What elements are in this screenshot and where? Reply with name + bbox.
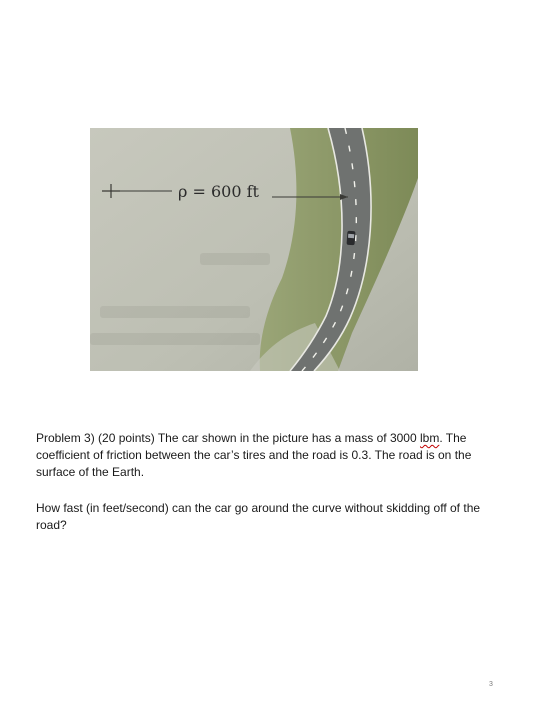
page-number: 3: [489, 681, 493, 688]
problem-statement-end: . The coefficient of friction between the car’s tires and the road is 0.3. The road is on the surface of the Earth.: [36, 431, 472, 479]
problem-statement-start: Problem 3) (20 points) The car shown in the picture has a mass of 3000: [36, 431, 420, 445]
radius-label: ρ = 600 ft: [178, 182, 259, 201]
problem-paragraph-1: [36, 430, 506, 481]
spellcheck-unit: lbm: [419, 431, 440, 445]
problem-text: [36, 430, 506, 553]
problem-question: How fast (in feet/second) can the car go around the curve without skidding off of the road?: [36, 501, 481, 532]
car-icon: [347, 231, 356, 246]
road-curve-figure: [90, 128, 418, 371]
road-curve-illustration: [90, 128, 418, 371]
